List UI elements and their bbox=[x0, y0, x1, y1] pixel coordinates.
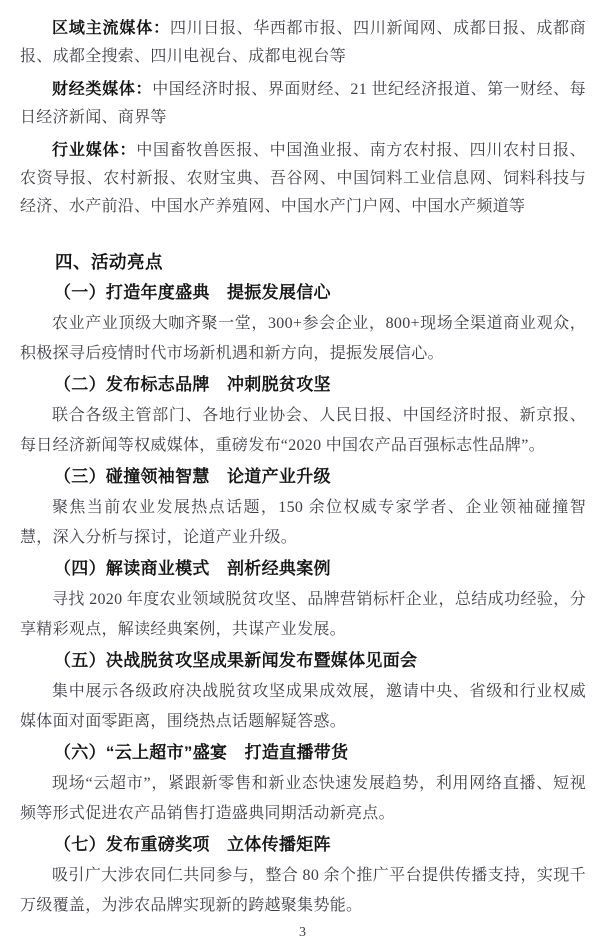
paragraph-industry-media bbox=[20, 137, 586, 221]
highlight-item-3 bbox=[20, 461, 586, 553]
highlight-heading-1: （一）打造年度盛典 提振发展信心 bbox=[54, 283, 331, 302]
regional-media-label: 区域主流媒体： bbox=[52, 20, 170, 37]
highlight-body-5: 集中展示各级政府决战脱贫攻坚成果成效展，邀请中央、省级和行业权威媒体面对面零距离，围绕热点话题解疑答惑。 bbox=[20, 683, 586, 730]
highlight-heading-7: （七）发布重磅奖项 立体传播矩阵 bbox=[54, 835, 331, 854]
finance-media-list: 中国经济时报、界面财经、21 世纪经济报道、第一财经、每日经济新闻、商界等 bbox=[20, 81, 586, 126]
highlight-heading-2: （二）发布标志品牌 冲刺脱贫攻坚 bbox=[54, 375, 331, 394]
highlight-item-7 bbox=[20, 829, 586, 921]
highlight-item-2 bbox=[20, 369, 586, 461]
highlight-body-7: 吸引广大涉农同仁共同参与，整合 80 余个推广平台提供传播支持，实现千万级覆盖，为涉农品牌实现新的跨越聚集势能。 bbox=[20, 867, 586, 914]
highlight-body-1: 农业产业顶级大咖齐聚一堂，300+参会企业，800+现场全渠道商业观众，积极探寻后疫情时代市场新机遇和新方向，提振发展信心。 bbox=[20, 315, 586, 362]
highlight-heading-5: （五）决战脱贫攻坚成果新闻发布暨媒体见面会 bbox=[54, 651, 418, 670]
highlight-item-1 bbox=[20, 277, 586, 369]
highlight-body-4: 寻找 2020 年度农业领域脱贫攻坚、品牌营销标杆企业，总结成功经验，分享精彩观点，解读经典案例，共谋产业发展。 bbox=[20, 591, 586, 638]
highlight-body-3: 聚焦当前农业发展热点话题，150 余位权威专家学者、企业领袖碰撞智慧，深入分析与探讨，论道产业升级。 bbox=[20, 499, 586, 546]
industry-media-list: 中国畜牧兽医报、中国渔业报、南方农村报、四川农村日报、农资导报、农村新报、农财宝典、吾谷网、中国饲料工业信息网、饲料科技与经济、水产前沿、中国水产养殖网、中国水产门户网、中国水产频道等 bbox=[20, 142, 586, 215]
highlight-heading-6: （六）“云上超市”盛宴 打造直播带货 bbox=[54, 743, 349, 762]
section-title-highlights: 四、活动亮点 bbox=[55, 252, 163, 272]
highlight-heading-4: （四）解读商业模式 剖析经典案例 bbox=[54, 559, 331, 578]
paragraph-finance-media bbox=[20, 76, 586, 132]
page-number: 3 bbox=[299, 925, 306, 940]
highlight-body-6: 现场“云超市”，紧跟新零售和新业态快速发展趋势，利用网络直播、短视频等形式促进农产品销售打造盛典同期活动新亮点。 bbox=[20, 775, 586, 822]
paragraph-regional-media bbox=[20, 15, 586, 71]
highlight-item-5 bbox=[20, 645, 586, 737]
regional-media-list: 四川日报、华西都市报、四川新闻网、成都日报、成都商报、成都全搜索、四川电视台、成都电视台等 bbox=[20, 20, 586, 65]
industry-media-label: 行业媒体： bbox=[52, 142, 137, 159]
highlight-heading-3: （三）碰撞领袖智慧 论道产业升级 bbox=[54, 467, 331, 486]
finance-media-label: 财经类媒体： bbox=[52, 81, 153, 98]
highlight-body-2: 联合各级主管部门、各地行业协会、人民日报、中国经济时报、新京报、每日经济新闻等权威媒体，重磅发布“2020 中国农产品百强标志性品牌”。 bbox=[20, 407, 586, 454]
highlight-item-4 bbox=[20, 553, 586, 645]
highlight-item-6 bbox=[20, 737, 586, 829]
